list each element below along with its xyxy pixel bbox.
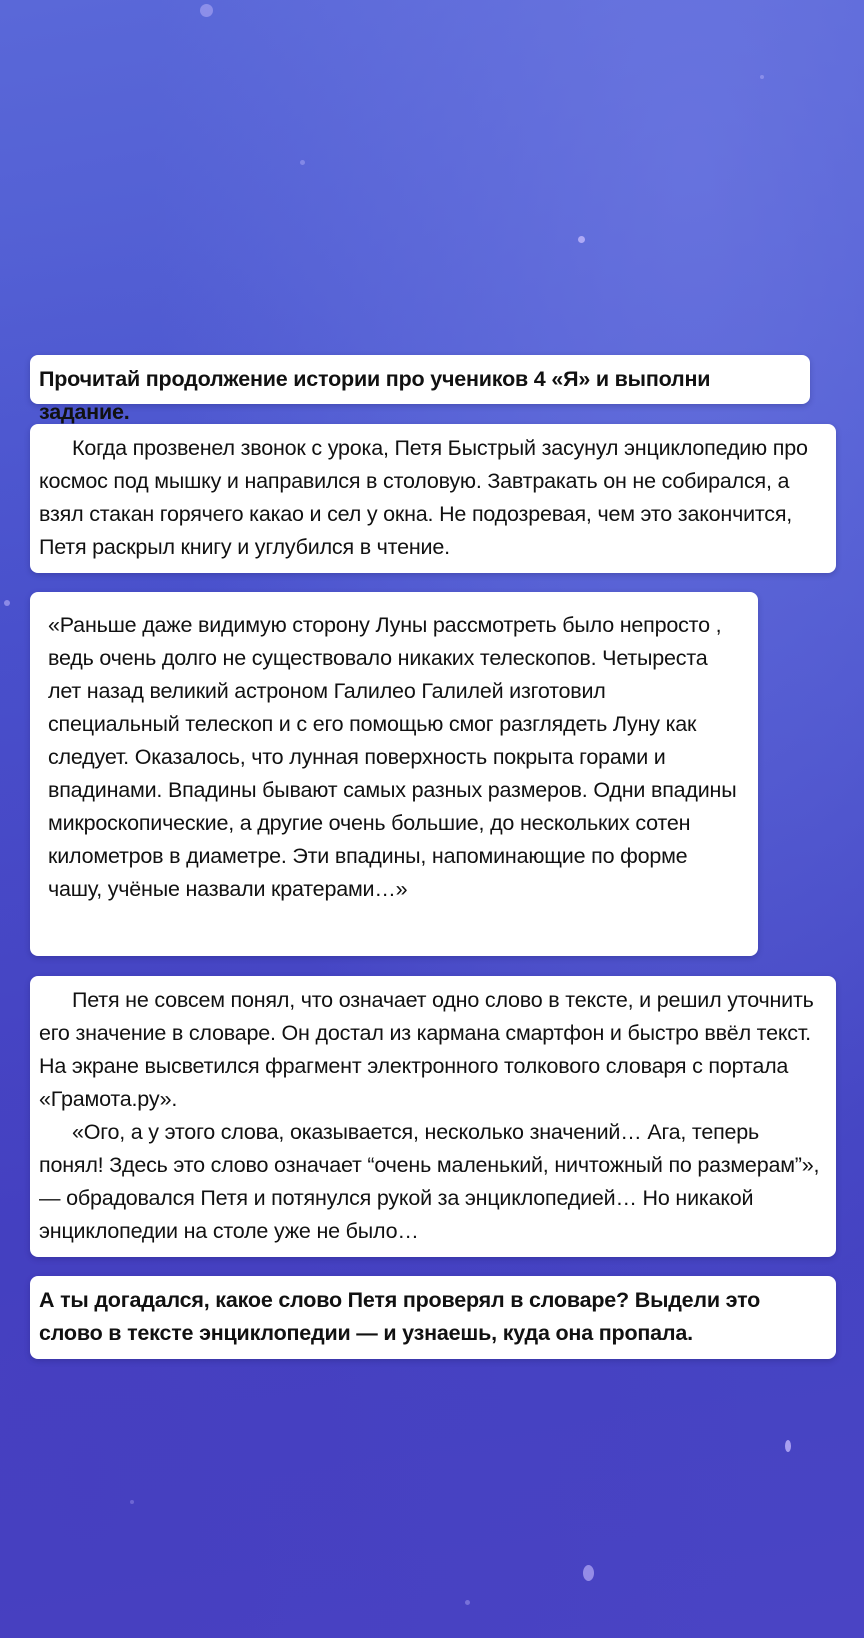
background-star xyxy=(4,600,10,606)
story-part-2-paragraph-1: Петя не совсем понял, что означает одно слово в тексте, и решил уточнить его значение в словаре. Он достал из кармана смартфон и быстро ввёл текст. На экране высветился фрагмент электронного толкового словаря с портала «Грамота.ру». xyxy=(39,988,814,1111)
background-star xyxy=(760,75,764,79)
background-star xyxy=(300,160,305,165)
story-part-2-card xyxy=(30,976,836,1257)
encyclopedia-quote-card xyxy=(30,592,758,956)
story-part-1-card xyxy=(30,424,836,573)
encyclopedia-quote-text[interactable]: «Раньше даже видимую сторону Луны рассмотреть было непросто , ведь очень долго не существовало никаких телескопов. Четыреста лет назад великий астроном Галилео Галилей изготовил специальный телескоп и с его помощью смог разглядеть Луну как следует. Оказалось, что лунная поверхность покрыта горами и впадинами. Впадины бывают самых разных размеров. Одни впадины микроскопические, а другие очень большие, до нескольких сотен километров в диаметре. Эти впадины, напоминающие по форме чашу, учёные назвали кратерами…» xyxy=(48,613,737,901)
intro-text: Прочитай продолжение истории про учеников 4 «Я» и выполни задание. xyxy=(39,367,711,424)
task-question-card xyxy=(30,1276,836,1359)
story-part-2-paragraph-2: «Ого, а у этого слова, оказывается, несколько значений… Ага, теперь понял! Здесь это слово означает “очень маленький, ничтожный по размерам”», — обрадовался Петя и потянулся рукой за энциклопедией… Но никакой энциклопедии на столе уже не было… xyxy=(39,1120,820,1243)
background-star xyxy=(200,4,213,17)
background-star xyxy=(785,1440,791,1452)
background-star xyxy=(130,1500,134,1504)
story-part-1-text: Когда прозвенел звонок с урока, Петя Быстрый засунул энциклопедию про космос под мышку и направился в столовую. Завтракать он не собирался, а взял стакан горячего какао и сел у окна. Не подозревая, чем это закончится, Петя раскрыл книгу и углубился в чтение. xyxy=(39,436,808,559)
background-star xyxy=(578,236,585,243)
task-question-text: А ты догадался, какое слово Петя проверял в словаре? Выдели это слово в тексте энциклопедии — и узнаешь, куда она пропала. xyxy=(39,1288,761,1345)
background-star xyxy=(583,1565,594,1581)
intro-card xyxy=(30,355,810,424)
background-star xyxy=(465,1600,470,1605)
